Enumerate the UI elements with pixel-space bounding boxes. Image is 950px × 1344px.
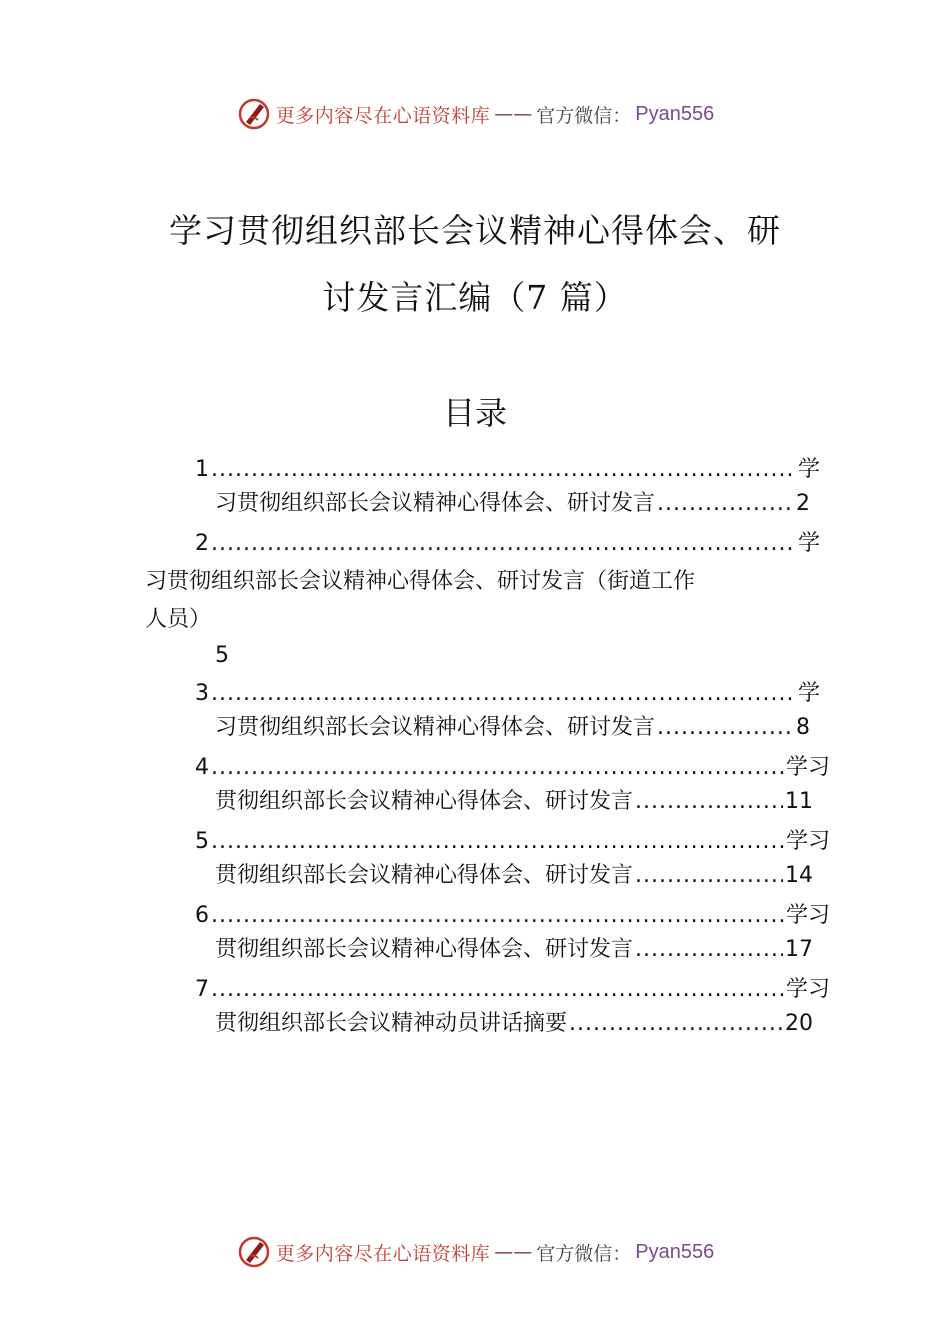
toc-leader-dots [657,712,794,744]
toc-entry-5-line-1[interactable] [195,826,830,858]
watermark-label: 官方微信： [536,104,632,127]
toc-entry-5-line-2[interactable] [215,860,813,892]
toc-entry-text: 学习 [785,977,830,1002]
toc-entry-number: 1 [195,457,209,482]
toc-entry-text: 学习 [785,829,830,854]
toc-entry-page: 5 [215,643,229,668]
toc-entry-text: 贯彻组织部长会议精神心得体会、研讨发言 [215,863,634,888]
toc-entry-7-line-1[interactable] [195,974,830,1006]
toc-entry-number: 4 [195,755,209,780]
toc-entry-text: 贯彻组织部长会议精神心得体会、研讨发言 [215,789,634,814]
toc-entry-page: 11 [785,789,813,814]
toc-entry-2-line-3[interactable] [145,604,345,636]
watermark-text: 更多内容尽在心语资料库 [275,104,491,127]
toc-entry-text: 学 [797,681,820,706]
toc-heading: 目录 [442,394,507,432]
toc-entry-page: 2 [796,491,810,516]
watermark-label: 官方微信： [536,1242,632,1265]
watermark-wechat-id: Pyan556 [635,1240,715,1263]
toc-entry-text: 习贯彻组织部长会议精神心得体会、研讨发言 [215,491,656,516]
toc-entry-text: 习贯彻组织部长会议精神心得体会、研讨发言 [215,715,656,740]
toc-entry-1-line-1[interactable] [195,454,820,486]
toc-entry-3-line-2[interactable] [215,712,810,744]
toc-leader-dots [635,934,783,966]
toc-leader-dots [635,860,783,892]
toc-leader-dots [569,1008,783,1040]
toc-entry-4-line-1[interactable] [195,752,830,784]
toc-entry-number: 3 [195,681,209,706]
toc-entry-2-line-4[interactable] [215,640,275,672]
toc-entry-4-line-2[interactable] [215,786,813,818]
toc-entry-text: 学 [797,531,820,556]
toc-entry-page: 20 [785,1011,813,1036]
toc-entry-page: 17 [785,937,813,962]
toc-leader-dots [211,454,796,486]
watermark-text: 更多内容尽在心语资料库 [275,1242,491,1265]
toc-leader-dots [211,528,796,560]
toc-entry-text: 学习 [785,755,830,780]
toc-leader-dots [211,974,784,1006]
toc-entry-1-line-2[interactable] [215,488,810,520]
pen-circle-icon [236,96,272,132]
toc-leader-dots [211,752,784,784]
toc-entry-text: 学 [797,457,820,482]
watermark-header [0,96,950,132]
toc-leader-dots [657,488,794,520]
toc-entry-page: 8 [796,715,810,740]
toc-entry-3-line-1[interactable] [195,678,820,710]
toc-entry-6-line-1[interactable] [195,900,830,932]
toc-leader-dots [211,678,796,710]
toc-entry-page: 14 [785,863,813,888]
toc-entry-number: 5 [195,829,209,854]
toc-entry-text: 人员） [145,607,212,632]
toc-entry-2-line-2[interactable] [145,566,825,598]
toc-entry-text: 贯彻组织部长会议精神动员讲话摘要 [215,1011,568,1036]
toc-entry-6-line-2[interactable] [215,934,813,966]
toc-entry-number: 6 [195,903,209,928]
document-title-line-1: 学习贯彻组织部长会议精神心得体会、研 [169,211,781,250]
watermark-dash: —— [494,1241,533,1263]
toc-entry-number: 7 [195,977,209,1002]
toc-entry-text: 学习 [785,903,830,928]
document-title-line-2: 讨发言汇编（7 篇） [322,278,628,317]
pen-circle-icon [236,1234,272,1270]
toc-leader-dots [211,900,784,932]
watermark-dash: —— [494,103,533,125]
toc-entry-2-line-1[interactable] [195,528,820,560]
toc-entry-text: 贯彻组织部长会议精神心得体会、研讨发言 [215,937,634,962]
watermark-wechat-id: Pyan556 [635,102,715,125]
toc-leader-dots [635,786,783,818]
watermark-footer [0,1234,950,1270]
toc-entry-7-line-2[interactable] [215,1008,813,1040]
toc-leader-dots [211,826,784,858]
toc-entry-text: 习贯彻组织部长会议精神心得体会、研讨发言（街道工作 [145,569,696,594]
toc-entry-number: 2 [195,531,209,556]
